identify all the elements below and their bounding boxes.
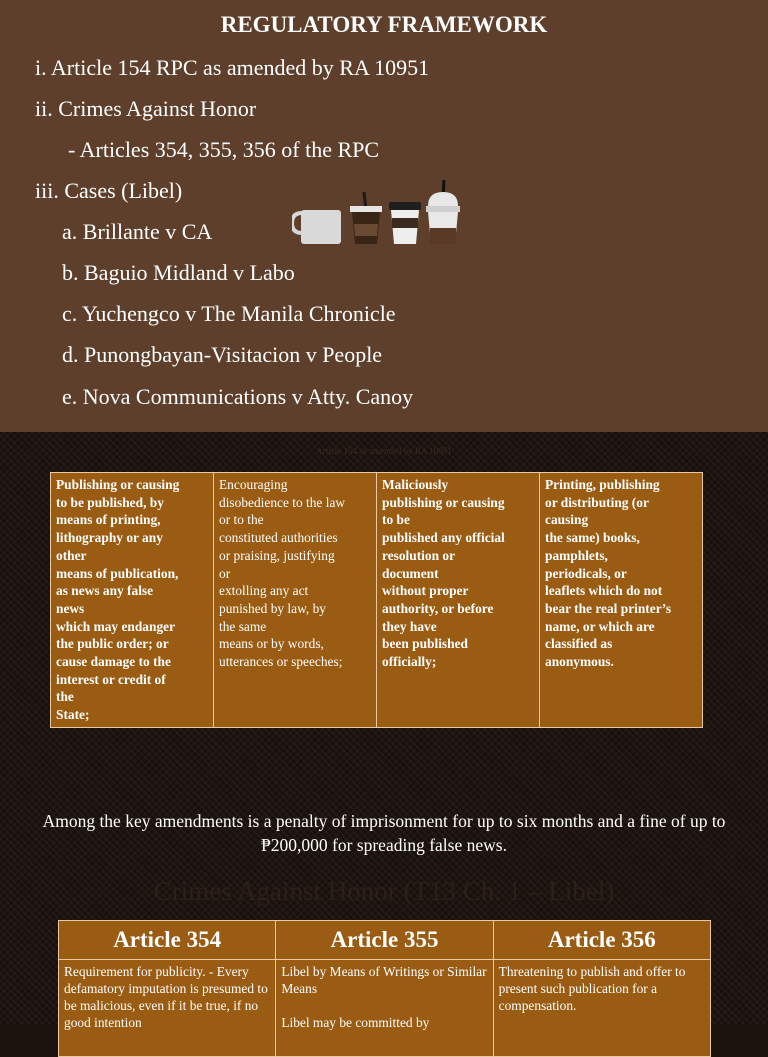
table-row — [59, 960, 711, 1057]
list-item: iii. Cases (Libel) — [35, 178, 183, 203]
table-cell: Printing, publishing or distributing (or causing the same) books, pamphlets, periodicals, or leaflets which do not bear the real printer’s name, or which are classified as anonymous. — [540, 473, 703, 728]
list-item: - Articles 354, 355, 356 of the RPC — [68, 137, 380, 162]
table-cell: Publishing or causing to be published, by means of printing, lithography or any other means of publication, as news any false news which may endanger the public order; or cause damage to the interest or credit of the State; — [51, 473, 214, 728]
coffee-cup-icon — [389, 202, 421, 244]
amendment-note: Among the key amendments is a penalty of imprisonment for up to six months and a fine of up to ₱200,000 for spreading false news. — [42, 811, 726, 855]
list-item: c. Yuchengco v The Manila Chronicle — [62, 301, 396, 326]
list-item: e. Nova Communications v Atty. Canoy — [62, 384, 414, 409]
table-cell: Libel by Means of Writings or Similar Means Libel may be committed by — [276, 960, 493, 1057]
slide-title: REGULATORY FRAMEWORK — [220, 12, 548, 37]
table-row — [51, 473, 703, 728]
list-item: a. Brillante v CA — [62, 219, 213, 244]
coffee-cups-illustration — [292, 180, 462, 246]
articles-table — [58, 920, 711, 1057]
column-header: Article 356 — [493, 921, 710, 960]
list-item: ii. Crimes Against Honor — [35, 96, 257, 121]
faint-heading: Article 154 as amended by RA 10951 — [316, 446, 452, 456]
slide-regulatory-framework — [0, 0, 768, 432]
table-cell: Maliciously publishing or causing to be published any official resolution or document without proper authority, or before they have been published officially; — [377, 473, 540, 728]
table-cell: Encouraging disobedience to the law or to the constituted authorities or praising, justifying or extolling any act punished by law, by the same means or by words, utterances or speeches; — [214, 473, 377, 728]
faint-title: Crimes Against Honor (T13 Ch. 1 – Libel) — [153, 876, 615, 906]
column-header: Article 354 — [59, 921, 276, 960]
mug-icon — [292, 210, 341, 244]
list-item: d. Punongbayan-Visitacion v People — [62, 342, 383, 367]
table-cell: Threatening to publish and offer to present such publication for a compensation. — [493, 960, 710, 1057]
table-header-row — [59, 921, 711, 960]
table-cell: Requirement for publicity. - Every defamatory imputation is presumed to be malicious, even if it be true, if no good intention — [59, 960, 276, 1057]
frappe-icon — [426, 180, 460, 244]
slide-article-154 — [0, 432, 768, 1030]
iced-coffee-icon — [350, 192, 382, 244]
column-header: Article 355 — [276, 921, 493, 960]
list-item: b. Baguio Midland v Labo — [62, 260, 295, 285]
list-item: i. Article 154 RPC as amended by RA 10951 — [35, 55, 430, 80]
article-154-table — [50, 472, 703, 728]
